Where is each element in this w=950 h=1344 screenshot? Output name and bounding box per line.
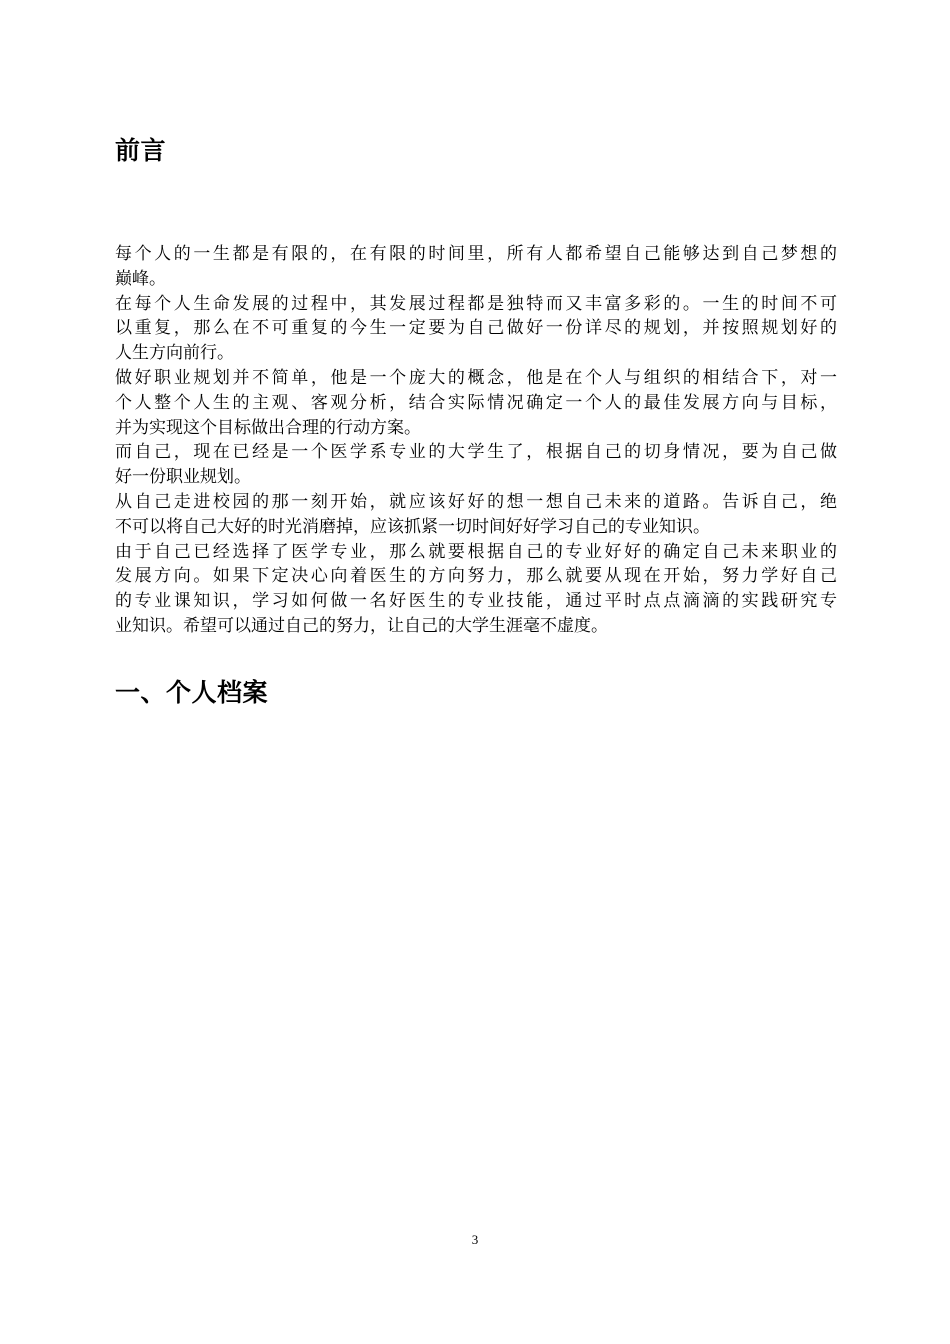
text-line: 在每个人生命发展的过程中，其发展过程都是独特而又丰富多彩的。一生的时间不可	[115, 293, 837, 314]
text-line: 并为实现这个目标做出合理的行动方案。	[115, 417, 421, 438]
text-line: 的专业课知识，学习如何做一名好医生的专业技能，通过平时点点滴滴的实践研究专	[115, 591, 837, 612]
text-line: 以重复，那么在不可重复的今生一定要为自己做好一份详尽的规划，并按照规划好的	[115, 318, 837, 339]
heading-preface: 前言	[115, 136, 167, 165]
text-line: 人生方向前行。	[115, 343, 234, 364]
text-line: 从自己走进校园的那一刻开始，就应该好好的想一想自己未来的道路。告诉自己，绝	[115, 491, 837, 512]
text-line: 不可以将自己大好的时光消磨掉，应该抓紧一切时间好好学习自己的专业知识。	[115, 516, 710, 537]
heading-personal-profile: 一、个人档案	[115, 678, 269, 707]
text-line: 发展方向。如果下定决心向着医生的方向努力，那么就要从现在开始，努力学好自己	[115, 566, 837, 587]
text-line: 好一份职业规划。	[115, 467, 251, 488]
text-line: 做好职业规划并不简单，他是一个庞大的概念，他是在个人与组织的相结合下，对一	[115, 367, 837, 388]
text-line: 而自己，现在已经是一个医学系专业的大学生了，根据自己的切身情况，要为自己做	[115, 442, 837, 463]
preface-body	[115, 242, 837, 639]
text-line: 由于自己已经选择了医学专业，那么就要根据自己的专业好好的确定自己未来职业的	[115, 541, 837, 562]
text-line: 巅峰。	[115, 268, 166, 289]
text-line: 个人整个人生的主观、客观分析，结合实际情况确定一个人的最佳发展方向与目标，	[115, 392, 837, 413]
text-line: 每个人的一生都是有限的，在有限的时间里，所有人都希望自己能够达到自己梦想的	[115, 244, 837, 264]
page-number: 3	[471, 1232, 479, 1247]
text-line: 业知识。希望可以通过自己的努力，让自己的大学生涯毫不虚度。	[115, 615, 608, 636]
